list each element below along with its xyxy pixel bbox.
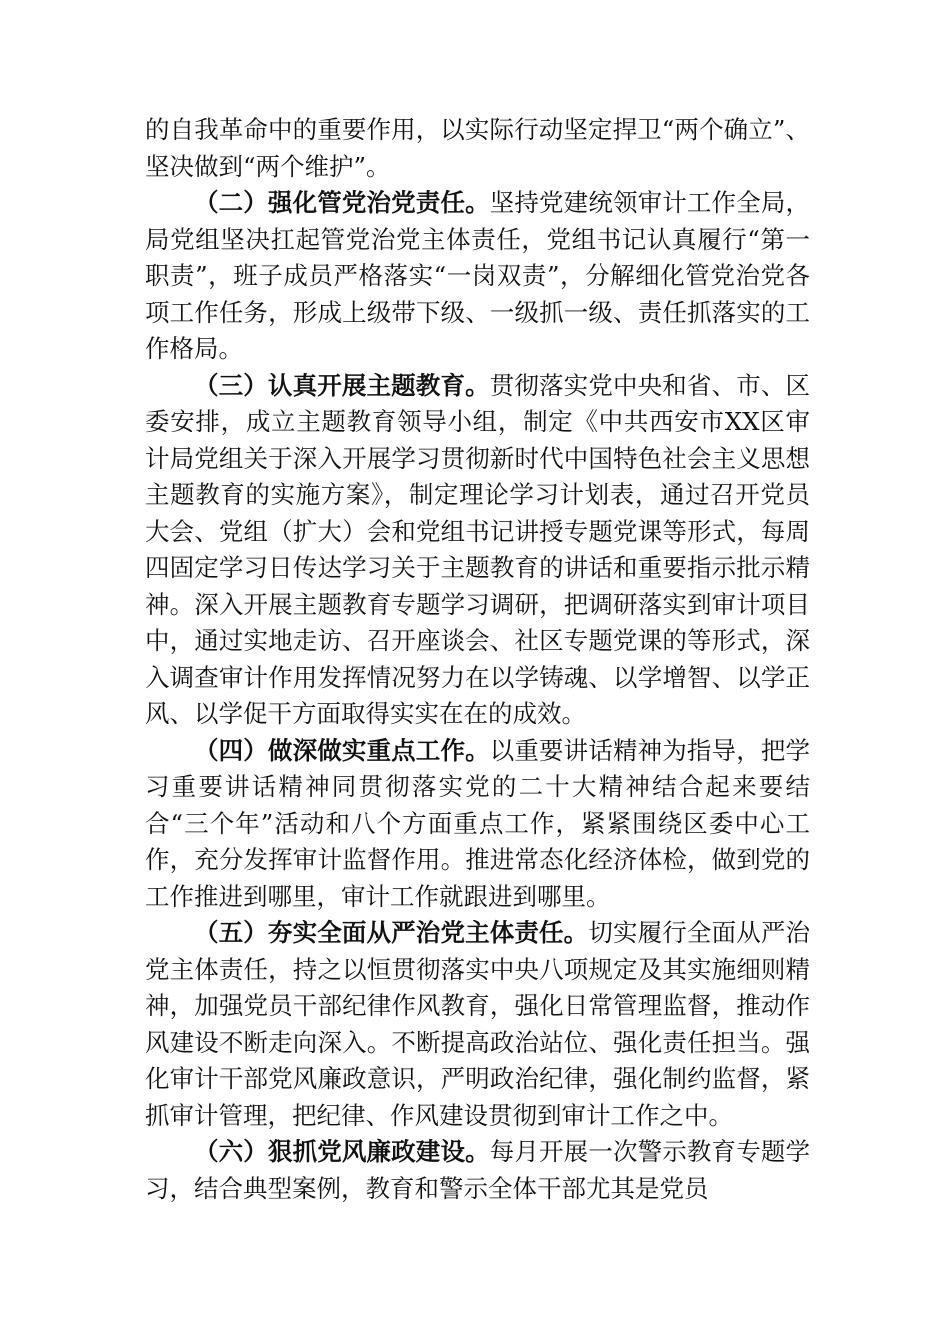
document-body [145,112,810,1207]
paragraph-text: 切实履行全面从严治党主体责任，持之以恒贯彻落实中央八项规定及其实施细则精神，加强党员干部纪律作风教育，强化日常管理监督，推动作风建设不断走向深入。不断提高政治站位、强化责任担当。强化审计干部党风廉政意识，严明政治纪律，强化制约监督，紧抓审计管理，把纪律、作风建设贯彻到审计工作之中。 [145,918,811,1130]
paragraph-text: 坚持党建统领审计工作全局，局党组坚决扛起管党治党主体责任，党组书记认真履行“第一职责”，班子成员严格落实“一岗双责”，分解细化管党治党各项工作任务，形成上级带下级、一级抓一级、责任抓落实的工作格局。 [145,188,810,363]
paragraph-text: 的自我革命中的重要作用，以实际行动坚定捍卫“两个确立”、坚决做到“两个维护”。 [145,115,810,181]
paragraph-text: 以重要讲话精神为指导，把学习重要讲话精神同贯彻落实党的二十大精神结合起来要结合“三个年”活动和八个方面重点工作，紧紧围绕区委中心工作，充分发挥审计监督作用。推进常态化经济体检，做到党的工作推进到哪里，审计工作就跟进到哪里。 [145,735,810,911]
paragraph-key-work [145,733,810,916]
paragraph-party-governance [145,185,810,368]
section-heading: （三）认真开展主题教育。 [194,370,490,400]
paragraph-strict-governance [145,915,810,1134]
paragraph-text: 贯彻落实党中央和省、市、区委安排，成立主题教育领导小组，制定《中共西安市XX区审计局党组关于深入开展学习贯彻新时代中国特色社会主义思想主题教育的实施方案》，制定理论学习计划表，通过召开党员大会、党组（扩大）会和党组书记讲授专题党课等形式，每周四固定学习日传达学习关于主题教育的讲话和重要指示批示精神。深入开展主题教育专题学习调研，把调研落实到审计项目中，通过实地走访、召开座谈会、社区专题党课的等形式，深入调查审计作用发挥情况努力在以学铸魂、以学增智、以学正风、以学促干方面取得实实在在的成效。 [145,370,810,728]
paragraph-text: 每月开展一次警示教育专题学习，结合典型案例，教育和警示全体干部尤其是党员 [145,1137,810,1203]
paragraph-continuation [145,112,810,185]
section-heading: （四）做深做实重点工作。 [194,735,490,765]
paragraph-theme-education [145,368,810,733]
section-heading: （六）狠抓党风廉政建设。 [194,1137,490,1166]
paragraph-integrity-building [145,1134,810,1207]
section-heading: （二）强化管党治党责任。 [194,188,490,217]
section-heading: （五）夯实全面从严治党主体责任。 [194,918,589,947]
